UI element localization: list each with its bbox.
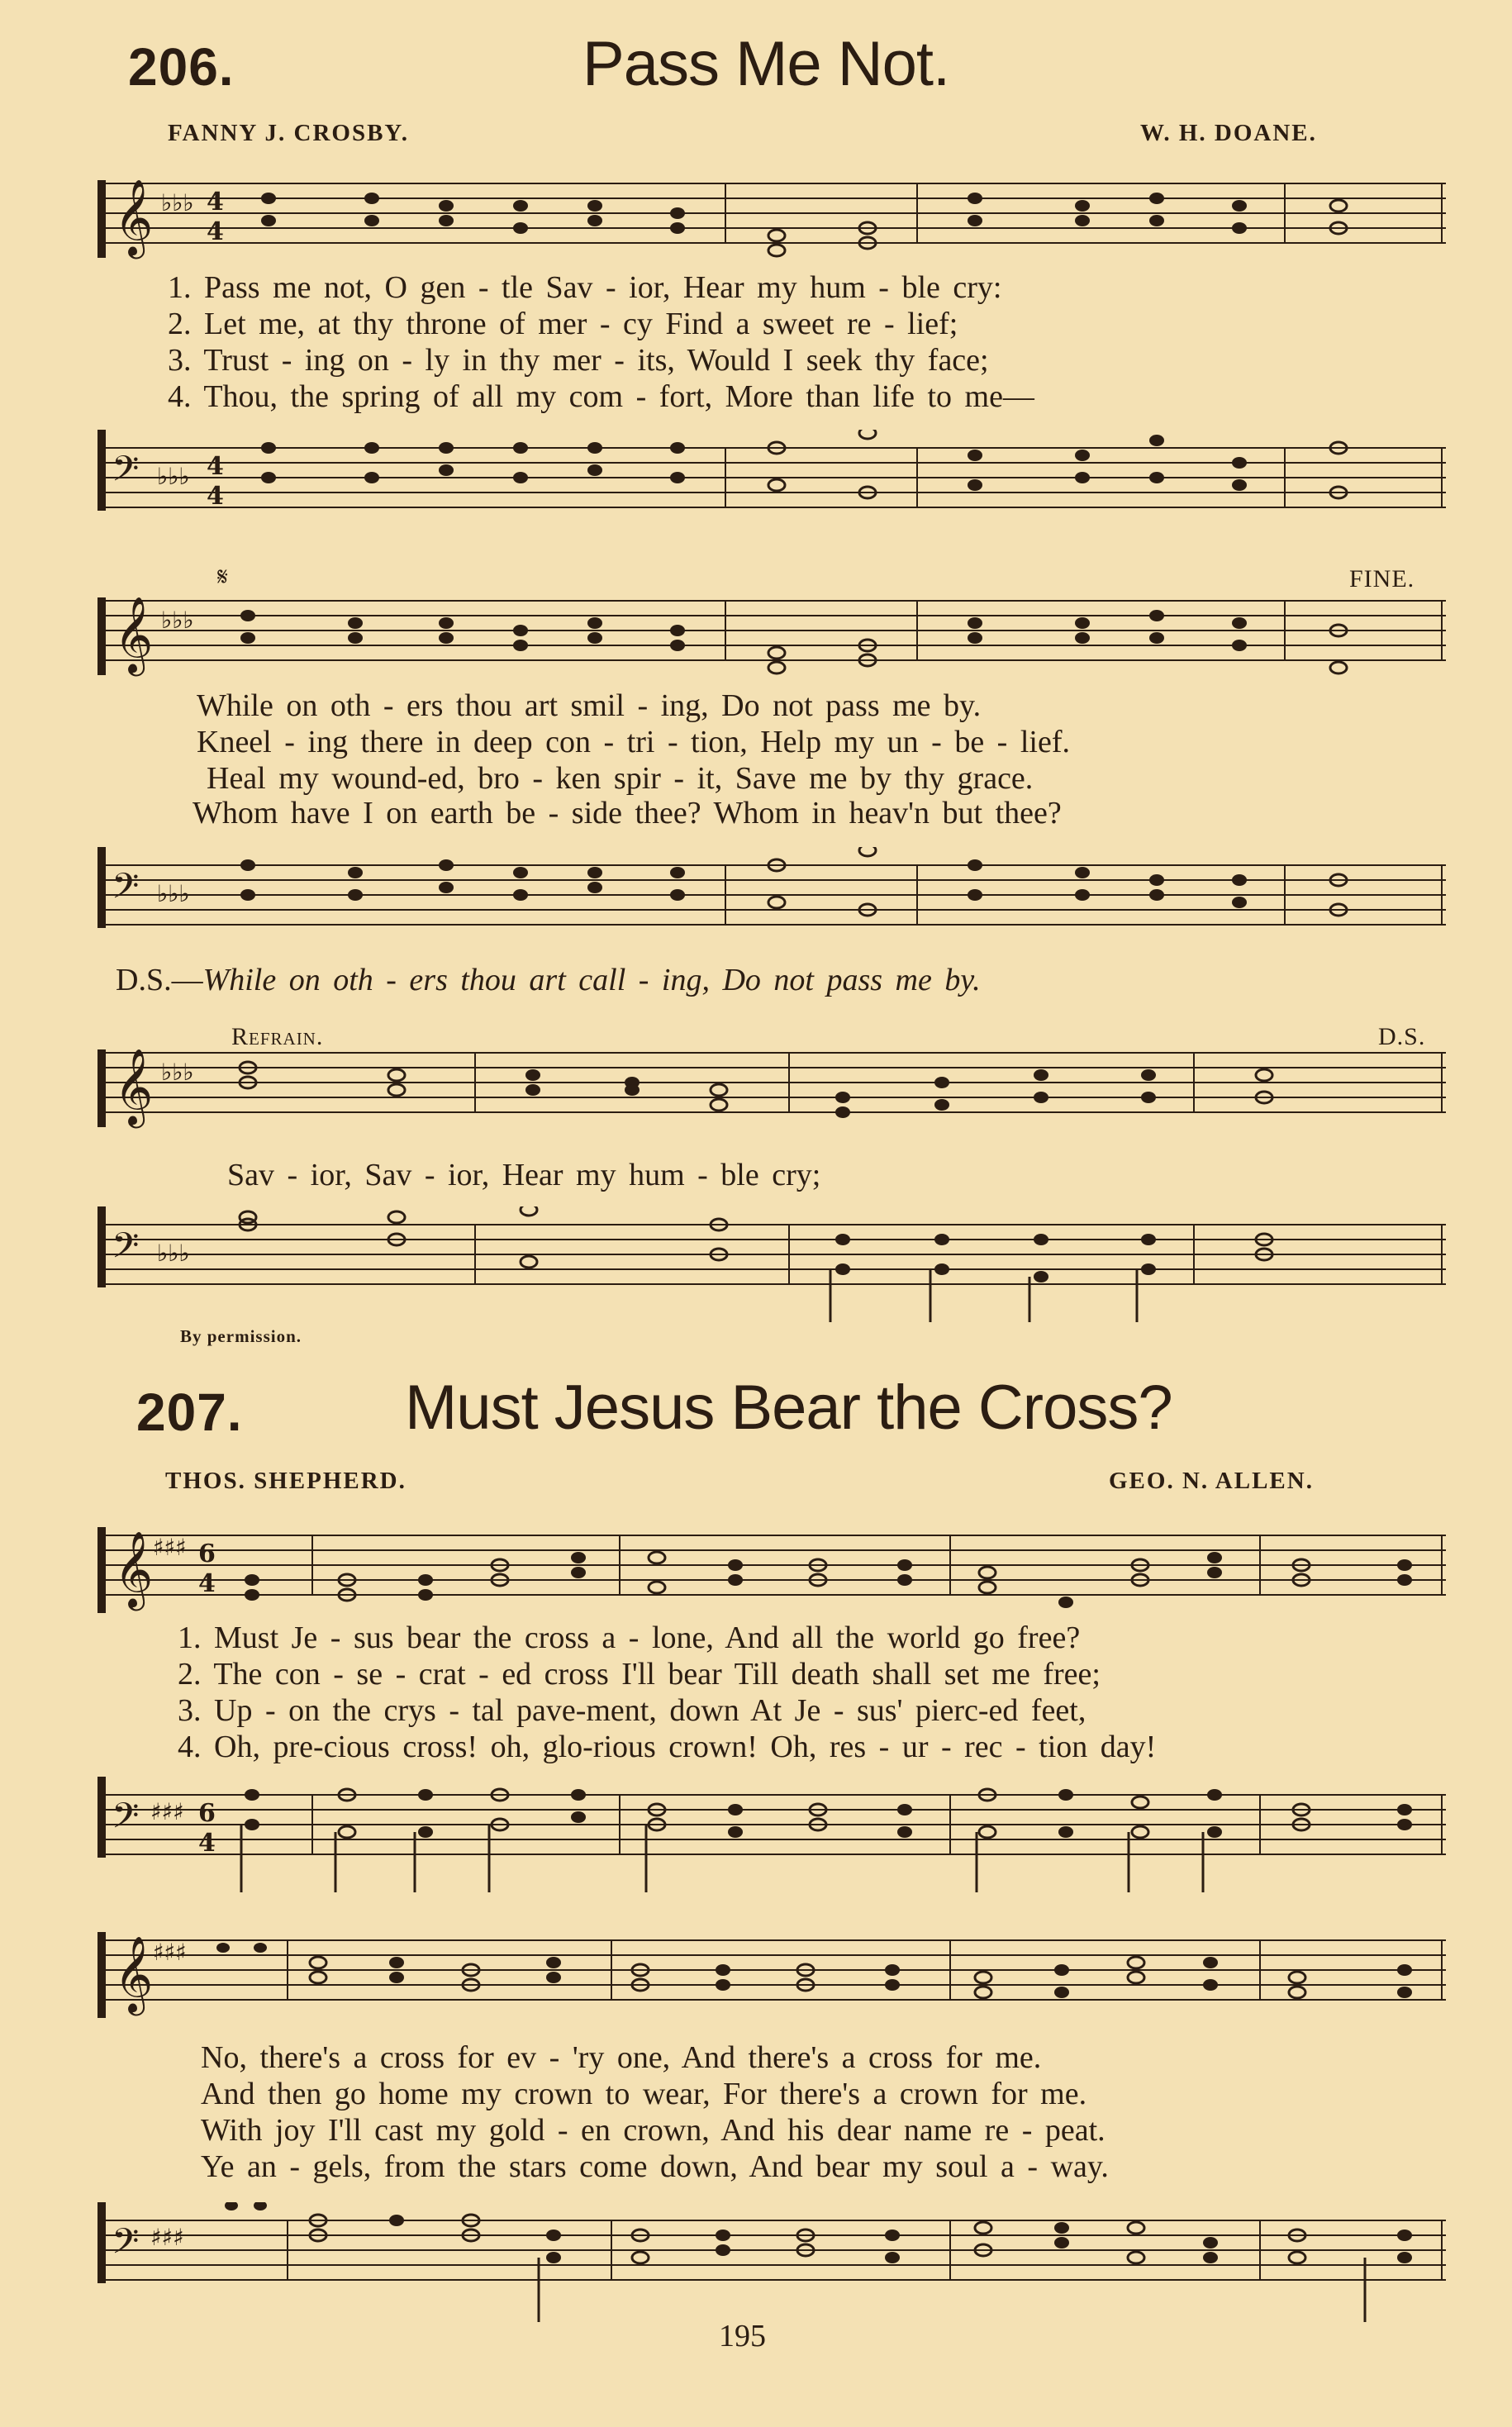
hymn-206-title: Pass Me Not. <box>582 29 950 99</box>
svg-text:4: 4 <box>207 188 224 217</box>
svg-text:♯♯♯: ♯♯♯ <box>153 1534 187 1561</box>
svg-text:𝄢: 𝄢 <box>112 1225 140 1275</box>
svg-text:𝄢: 𝄢 <box>112 2221 140 2271</box>
ds-line <box>116 962 981 998</box>
svg-text:4: 4 <box>207 452 224 481</box>
hymn-207-lyricist: THOS. SHEPHERD. <box>165 1468 407 1494</box>
permission-note: By permission. <box>180 1326 302 1346</box>
svg-text:4: 4 <box>198 1569 216 1598</box>
hymn-206-chorus-verse-3: Heal my wound-ed, bro - ken spir - it, Save me by thy grace. <box>207 761 1034 796</box>
hymn-206-chorus-verse-1: While on oth - ers thou art smil - ing, Do not pass me by. <box>197 688 982 723</box>
hymn-207-title: Must Jesus Bear the Cross? <box>405 1373 1172 1443</box>
refrain-lyrics: Sav - ior, Sav - ior, Hear my hum - ble cry; <box>227 1158 821 1192</box>
segno-mark: 𝄋 <box>217 564 229 591</box>
music-staff-bass <box>91 1206 1446 1330</box>
svg-text:4: 4 <box>207 217 224 246</box>
hymn-206-number: 206. <box>128 37 235 97</box>
music-staff-treble <box>91 1520 1446 1620</box>
hymn-206-verse-2: 2. Let me, at thy throne of mer - cy Find a sweet re - lief; <box>168 307 958 341</box>
refrain-label: Refrain. <box>231 1023 324 1050</box>
refrain-ds-mark: D.S. <box>1378 1023 1426 1050</box>
svg-text:6: 6 <box>198 1539 216 1568</box>
hymn-206-lyricist: FANNY J. CROSBY. <box>168 120 409 146</box>
music-staff-bass <box>91 1777 1446 1901</box>
svg-text:𝄢: 𝄢 <box>112 449 140 498</box>
ds-prefix: D.S.— <box>116 963 203 997</box>
hymn-206-chorus-verse-4: Whom have I on earth be - side thee? Whom in heav'n but thee? <box>193 796 1062 830</box>
hymn-207-chorus-verse-4: Ye an - gels, from the stars come down, And bear my soul a - way. <box>201 2149 1109 2184</box>
svg-text:𝄞: 𝄞 <box>114 1935 154 2012</box>
music-staff-treble <box>91 591 1446 682</box>
svg-text:♭♭♭: ♭♭♭ <box>161 607 194 634</box>
hymn-207-verse-3: 3. Up - on the crys - tal pave-ment, down At Je - sus' pierc-ed feet, <box>178 1693 1086 1728</box>
svg-text:𝄞: 𝄞 <box>114 596 154 673</box>
fine-mark: FINE. <box>1349 565 1415 592</box>
hymn-206-verse-3: 3. Trust - ing on - ly in thy mer - its, Would I seek thy face; <box>168 343 989 378</box>
svg-text:4: 4 <box>198 1829 216 1858</box>
hymn-207-chorus-verse-1: No, there's a cross for ev - 'ry one, And there's a cross for me. <box>201 2040 1042 2075</box>
ds-lyrics: While on oth - ers thou art call - ing, Do not pass me by. <box>202 963 981 997</box>
svg-text:𝄞: 𝄞 <box>114 1530 154 1607</box>
hymn-206-composer: W. H. DOANE. <box>1140 120 1317 146</box>
music-staff-treble <box>91 1043 1446 1134</box>
music-staff-bass <box>91 430 1446 537</box>
svg-text:𝄞: 𝄞 <box>114 1048 154 1125</box>
hymn-207-chorus-verse-2: And then go home my crown to wear, For there's a crown for me. <box>201 2077 1087 2111</box>
music-staff-bass <box>91 2202 1446 2326</box>
hymn-207-verse-1: 1. Must Je - sus bear the cross a - lone, And all the world go free? <box>178 1620 1081 1655</box>
svg-text:♭♭♭: ♭♭♭ <box>157 463 190 490</box>
svg-text:♯♯♯: ♯♯♯ <box>150 1798 184 1825</box>
hymn-207-chorus-verse-3: With joy I'll cast my gold - en crown, And his dear name re - peat. <box>201 2113 1105 2148</box>
music-staff-treble <box>91 1925 1446 2025</box>
svg-text:𝄞: 𝄞 <box>114 178 154 255</box>
hymn-206-verse-4: 4. Thou, the spring of all my com - fort, More than life to me— <box>168 379 1034 414</box>
hymn-207-number: 207. <box>136 1382 243 1442</box>
page-number: 195 <box>719 2319 766 2353</box>
svg-text:♯♯♯: ♯♯♯ <box>150 2224 184 2251</box>
music-staff-bass <box>91 847 1446 946</box>
svg-text:♭♭♭: ♭♭♭ <box>157 880 190 907</box>
svg-text:𝄢: 𝄢 <box>112 866 140 916</box>
svg-text:♯♯♯: ♯♯♯ <box>153 1939 187 1966</box>
svg-text:𝄢: 𝄢 <box>112 1796 140 1845</box>
svg-text:6: 6 <box>198 1799 216 1828</box>
svg-text:♭♭♭: ♭♭♭ <box>161 1059 194 1086</box>
svg-text:♭♭♭: ♭♭♭ <box>161 189 194 217</box>
hymn-206-verse-1: 1. Pass me not, O gen - tle Sav - ior, Hear my hum - ble cry: <box>168 270 1002 305</box>
hymn-207-composer: GEO. N. ALLEN. <box>1109 1468 1314 1494</box>
svg-text:4: 4 <box>207 482 224 511</box>
hymn-207-verse-2: 2. The con - se - crat - ed cross I'll bear Till death shall set me free; <box>178 1657 1101 1692</box>
svg-text:♭♭♭: ♭♭♭ <box>157 1240 190 1267</box>
hymn-207-verse-4: 4. Oh, pre-cious cross! oh, glo-rious crown! Oh, res - ur - rec - tion day! <box>178 1730 1157 1764</box>
hymn-206-chorus-verse-2: Kneel - ing there in deep con - tri - tion, Help my un - be - lief. <box>197 725 1070 759</box>
music-staff-treble <box>91 174 1446 264</box>
